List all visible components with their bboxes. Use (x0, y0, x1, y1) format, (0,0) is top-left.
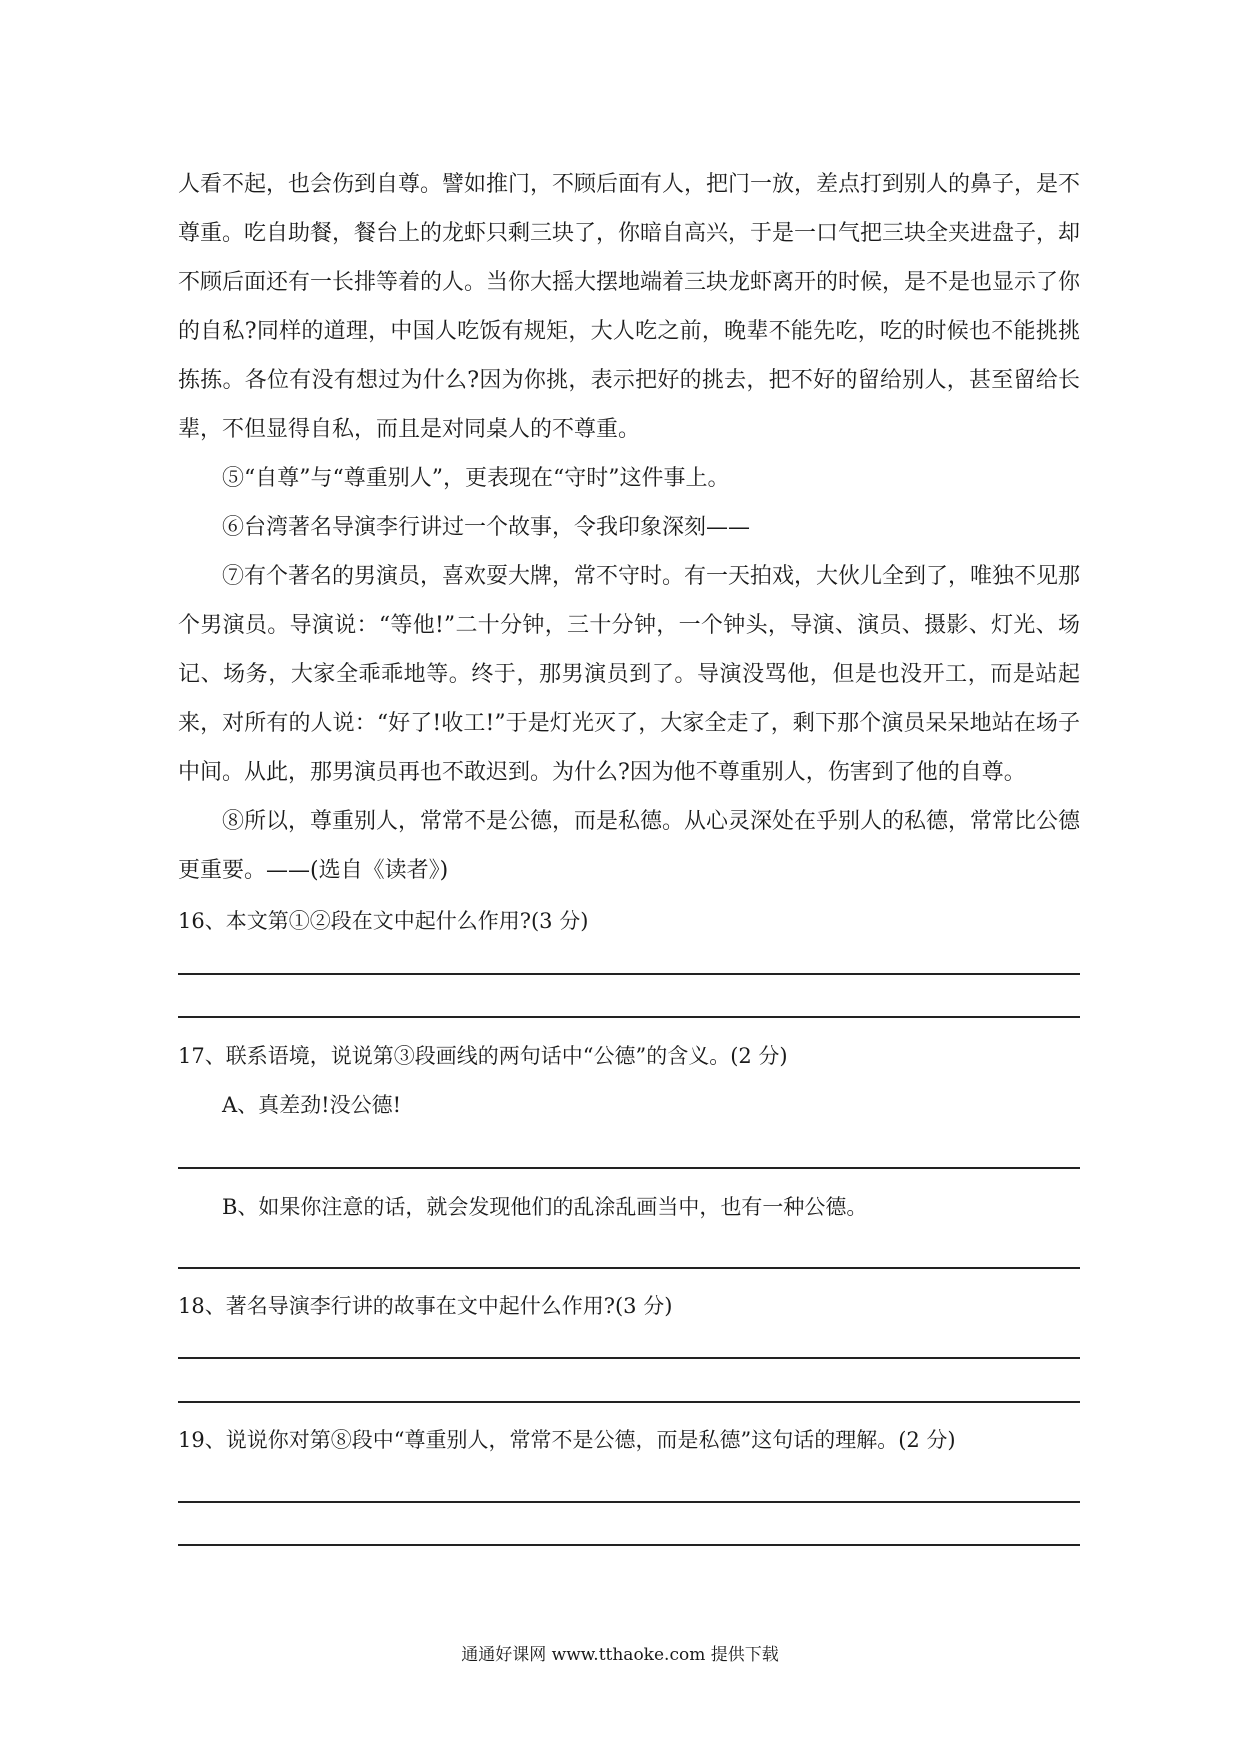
answer-line-17a[interactable] (178, 1167, 1080, 1169)
passage-paragraph-7: ⑦有个著名的男演员，喜欢耍大牌，常不守时。有一天拍戏，大伙儿全到了，唯独不见那个男演员。导演说：“等他!”二十分钟，三十分钟，一个钟头，导演、演员、摄影、灯光、场记、场务，大家全乖乖地等。终于，那男演员到了。导演没骂他，但是也没开工，而是站起来，对所有的人说：“好了!收工!”于是灯光灭了，大家全走了，剩下那个演员呆呆地站在场子中间。从此，那男演员再也不敢迟到。为什么?因为他不尊重别人，伤害到了他的自尊。 (178, 564, 1081, 785)
question-17-part-b: B、如果你注意的话，就会发现他们的乱涂乱画当中，也有一种公德。 (222, 1195, 868, 1219)
question-17: 17、联系语境，说说第③段画线的两句话中“公德”的含义。(2 分) (178, 1044, 788, 1068)
passage-paragraph-5: ⑤“自尊”与“尊重别人”，更表现在“守时”这件事上。 (222, 466, 730, 491)
answer-line-16-1[interactable] (178, 973, 1080, 975)
document-page (178, 160, 1080, 1546)
passage-paragraph-4-continuation: 人看不起，也会伤到自尊。譬如推门，不顾后面有人，把门一放，差点打到别人的鼻子，是不尊重。吃自助餐，餐台上的龙虾只剩三块了，你暗自高兴，于是一口气把三块全夹进盘子，却不顾后面还有一长排等着的人。当你大摇大摆地端着三块龙虾离开的时候，是不是也显示了你的自私?同样的道理，中国人吃饭有规矩，大人吃之前，晚辈不能先吃，吃的时候也不能挑挑拣拣。各位有没有想过为什么?因为你挑，表示把好的挑去，把不好的留给别人，甚至留给长辈，不但显得自私，而且是对同桌人的不尊重。 (178, 172, 1081, 442)
passage-paragraph-8: ⑧所以，尊重别人，常常不是公德，而是私德。从心灵深处在乎别人的私德，常常比公德更重要。——(选自《读者》) (178, 809, 1081, 883)
question-16: 16、本文第①②段在文中起什么作用?(3 分) (178, 909, 589, 933)
question-17-part-a: A、真差劲!没公德! (222, 1093, 402, 1117)
answer-line-19-1[interactable] (178, 1501, 1080, 1503)
answer-line-16-2[interactable] (178, 1016, 1080, 1018)
passage-paragraph-6: ⑥台湾著名导演李行讲过一个故事，令我印象深刻—— (222, 515, 751, 540)
question-19: 19、说说你对第⑧段中“尊重别人，常常不是公德，而是私德”这句话的理解。(2 分) (178, 1428, 956, 1452)
question-18: 18、著名导演李行讲的故事在文中起什么作用?(3 分) (178, 1294, 673, 1318)
answer-line-18-1[interactable] (178, 1357, 1080, 1359)
answer-line-17b[interactable] (178, 1267, 1080, 1269)
footer-source-note: 通通好课网 www.tthaoke.com 提供下载 (461, 1645, 779, 1665)
answer-line-18-2[interactable] (178, 1401, 1080, 1403)
answer-line-19-2[interactable] (178, 1544, 1080, 1546)
